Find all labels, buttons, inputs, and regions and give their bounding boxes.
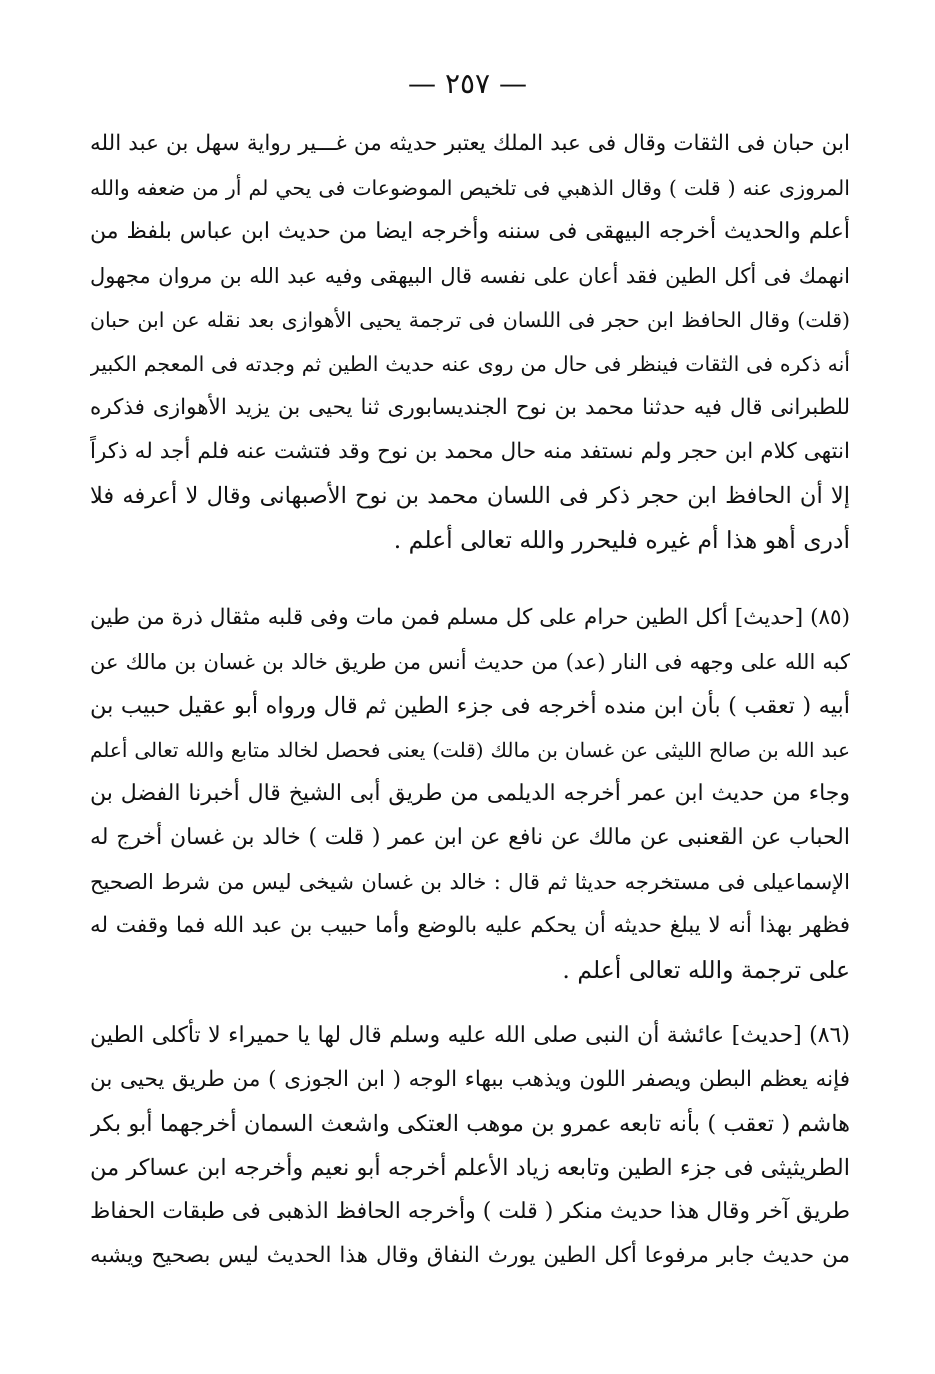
paragraph: [90, 596, 850, 992]
text-line: كبه الله على وجهه فى النار (عد) من حديث أنس من طريق خالد بن غسان بن مالك عن: [90, 650, 850, 674]
text-line: ابن حبان فى الثقات وقال فى عبد الملك يعتبر حديثه من غـــير رواية سهل بن عبد الله: [90, 131, 850, 156]
text-line: أبيه ( تعقب ) بأن ابن منده أخرجه فى جزء الطين ثم قال ورواه أبو عقيل حبيب بن: [90, 693, 850, 719]
text-line: من حديث جابر مرفوعا أكل الطين يورث النفاق وقال هذا الحديث ليس بصحيح ويشبه: [90, 1243, 850, 1268]
paragraph: [90, 1014, 850, 1278]
text-line: الإسماعيلى فى مستخرجه حديثا ثم قال : خالد بن غسان شيخى ليس من شرط الصحيح: [90, 870, 850, 894]
text-line: المروزى عنه ( قلت ) وقال الذهبي فى تلخيص الموضوعات فى يحي لم أر من ضعفه والله: [90, 176, 850, 200]
text-line: أدرى أهو هذا أم غيره فليحرر والله تعالى أعلم .: [393, 526, 850, 554]
text-line: طريق آخر وقال هذا حديث منكر ( قلت ) وأخرجه الحافظ الذهبى فى طبقات الحفاظ: [90, 1199, 850, 1224]
text-line: هاشم ( تعقب ) بأنه تابعه عمرو بن موهب العتكى واشعث السمان أخرجهما أبو بكر: [90, 1111, 850, 1137]
text-line: فإنه يعظم البطن ويصفر اللون ويذهب ببهاء الوجه ( ابن الجوزى ) من طريق يحيى بن: [90, 1067, 850, 1092]
text-line: أنه ذكره فى الثقات فينظر فى حال من روى عنه حديث الطين ثم وجدته فى المعجم الكبير: [90, 352, 850, 376]
text-line: (٨٦) [حديث] عائشة أن النبى صلى الله عليه وسلم قال لها يا حميراء لا تأكلى الطين: [90, 1023, 850, 1048]
text-line: (٨٥) [حديث] أكل الطين حرام على كل مسلم فمن مات وفى قلبه مثقال ذرة من طين: [90, 605, 850, 630]
text-line: الحباب عن القعنبى عن مالك عن نافع عن ابن عمر ( قلت ) خالد بن غسان أخرج له: [90, 825, 850, 850]
text-line: عبد الله بن صالح الليثى عن غسان بن مالك (قلت) يعنى فحصل لخالد متابع والله تعالى أعلم: [90, 738, 850, 762]
text-line: وجاء من حديث ابن عمر أخرجه الديلمى من طريق أبى الشيخ قال أخبرنا الفضل بن: [90, 781, 850, 806]
text-line: انتهى كلام ابن حجر ولم نستفد منه حال محمد بن نوح وقد فتشت عنه فلم أجد له ذكراً: [90, 439, 850, 464]
text-line: (قلت) وقال الحافظ ابن حجر فى اللسان فى ترجمة يحيى الأهوازى بعد نقله عن ابن حبان: [90, 308, 850, 332]
paragraph: [90, 122, 850, 562]
text-line: على ترجمة والله تعالى أعلم .: [562, 956, 850, 984]
text-line: الطريثيثى فى جزء الطين وتابعه زياد الأعلم أخرجه أبو نعيم وأخرجه ابن عساكر من: [90, 1155, 850, 1181]
text-line: أعلم والحديث أخرجه البيهقى فى سننه وأخرجه ايضا من حديث ابن عباس بلفظ من: [90, 219, 850, 244]
page-number: — ٢٥٧ —: [408, 67, 527, 100]
text-line: إلا أن الحافظ ابن حجر ذكر فى اللسان محمد بن نوح الأصبهانى وقال لا أعرفه فلا: [90, 483, 850, 509]
text-line: انهمك فى أكل الطين فقد أعان على نفسه قال البيهقى وفيه عبد الله بن مروان مجهول: [90, 264, 850, 288]
text-line: فظهر بهذا أنه لا يبلغ حديثه أن يحكم عليه بالوضع وأما حبيب بن عبد الله فما وقفت له: [90, 913, 850, 938]
text-line: للطبرانى قال فيه حدثنا محمد بن نوح الجنديسابورى ثنا يحيى بن يزيد الأهوازى فذكره: [90, 395, 850, 420]
